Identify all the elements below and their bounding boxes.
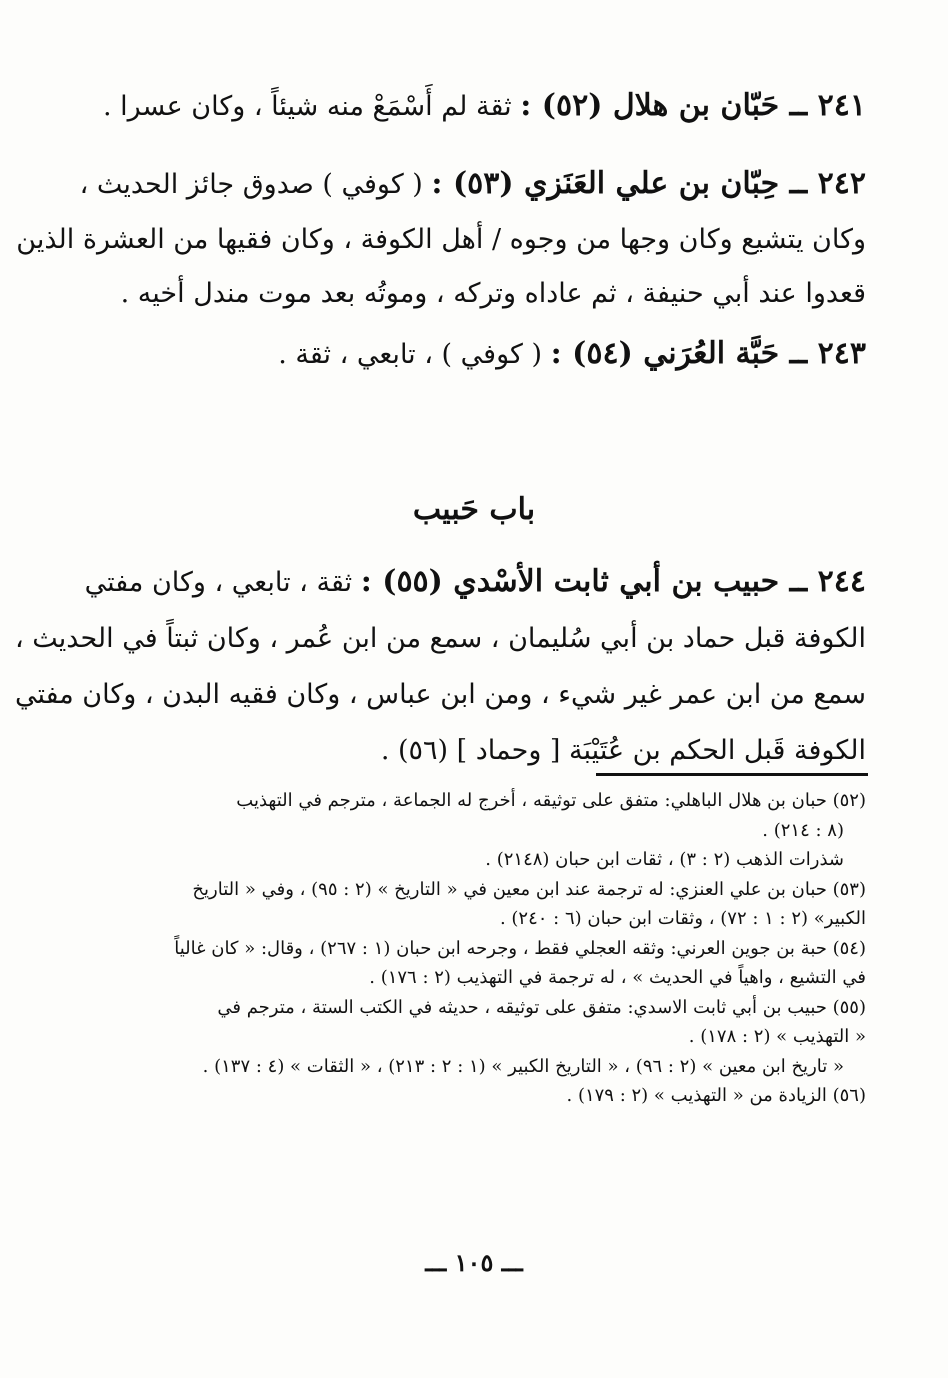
footnote-line: شذرات الذهب (٢ : ٣) ، ثقات ابن حبان (٢١٤٨) . bbox=[485, 849, 844, 870]
entry-244 bbox=[14, 554, 866, 779]
footnote-line: (٥٣) حبان بن علي العنزي: له ترجمة عند ابن معين في « التاريخ » (٢ : ٩٥) ، وفي « التاريخ bbox=[192, 878, 866, 900]
footnote-line: (٥٤) حبة بن جوين العرني: وثقه العجلي فقط ، وجرحه ابن حبان (١ : ٢٦٧) ، وقال: « كان غالياً bbox=[174, 937, 866, 959]
entry-line bbox=[82, 554, 866, 611]
entry-line bbox=[79, 156, 866, 213]
footnote-line: (٥٢) حبان بن هلال الباهلي: متفق على توثيقه ، أخرج له الجماعة ، مترجم في التهذيب bbox=[236, 790, 866, 811]
footnote-line: في التشيع ، واهياً في الحديث » ، له ترجمة في التهذيب (٢ : ١٧٦) . bbox=[369, 967, 866, 988]
footnote-separator bbox=[596, 773, 868, 776]
entry-243 bbox=[118, 326, 866, 383]
entry-242 bbox=[16, 156, 866, 321]
footnote-line: « تاريخ ابن معين » (٢ : ٩٦) ، « التاريخ الكبير » (١ : ٢ : ٢١٣) ، « الثقات » (٤ : ١٣٧) . bbox=[202, 1055, 844, 1077]
footnote-line: « التهذيب » (٢ : ١٧٨) . bbox=[688, 1026, 866, 1047]
footnote-line: (٥٦) الزيادة من « التهذيب » (٢ : ١٧٩) . bbox=[566, 1085, 866, 1106]
entry-headword: ٢٤١ ــ حَبّان بن هلال (٥٢) : bbox=[520, 88, 866, 123]
footnote-line: (٨ : ٢١٤) . bbox=[762, 819, 844, 841]
entry-headword: ٢٤٤ ــ حبيب بن أبي ثابت الأسْدي (٥٥) : bbox=[360, 564, 866, 599]
entry-text: ( كوفي ) ، تابعي ، ثقة . bbox=[278, 339, 543, 370]
entry-text: ثقة لم أَسْمَعْ منه شيئاً ، وكان عسرا . bbox=[102, 91, 512, 122]
entry-241 bbox=[102, 78, 866, 135]
entry-text: ثقة ، تابعي ، وكان مفتي bbox=[84, 567, 353, 598]
footnote-line: (٥٥) حبيب بن أبي ثابت الاسدي: متفق على توثيقه ، حديثه في الكتب الستة ، مترجم في bbox=[217, 996, 866, 1018]
entry-text: قعدوا عند أبي حنيفة ، ثم عاداه وتركه ، وموتُه بعد موت مندل أخيه . bbox=[120, 278, 866, 309]
entry-line bbox=[118, 326, 866, 383]
entry-text: وكان يتشيع وكان وجها من وجوه / أهل الكوفة ، وكان فقيها من العشرة الذين bbox=[16, 224, 866, 255]
entry-text: الكوفة قبل حماد بن أبي سُليمان ، سمع من ابن عُمر ، وكان ثبتاً في الحديث ، bbox=[14, 623, 866, 654]
section-heading: باب حَبيب bbox=[412, 492, 536, 527]
footnotes bbox=[120, 786, 866, 1111]
footnote-line: الكبير» (٢ : ١ : ٧٢) ، وثقات ابن حبان (٦ : ٢٤٠) . bbox=[499, 908, 866, 929]
entry-text: ( كوفي ) صدوق جائز الحديث ، bbox=[79, 169, 423, 200]
entry-headword: ٢٤٢ ــ حِبّان بن علي العَنَزي (٥٣) : bbox=[431, 166, 866, 201]
entry-headword: ٢٤٣ ــ حَبَّة العُرَني (٥٤) : bbox=[550, 336, 866, 371]
entry-text: سمع من ابن عمر غير شيء ، ومن ابن عباس ، وكان فقيه البدن ، وكان مفتي bbox=[14, 679, 866, 710]
entry-line bbox=[102, 78, 866, 135]
entry-text: الكوفة قَبل الحكم بن عُتَيْبَة [ وحماد ] (٥٦) . bbox=[380, 735, 866, 766]
page-number: ـــ ١٠٥ ـــ bbox=[425, 1248, 523, 1277]
